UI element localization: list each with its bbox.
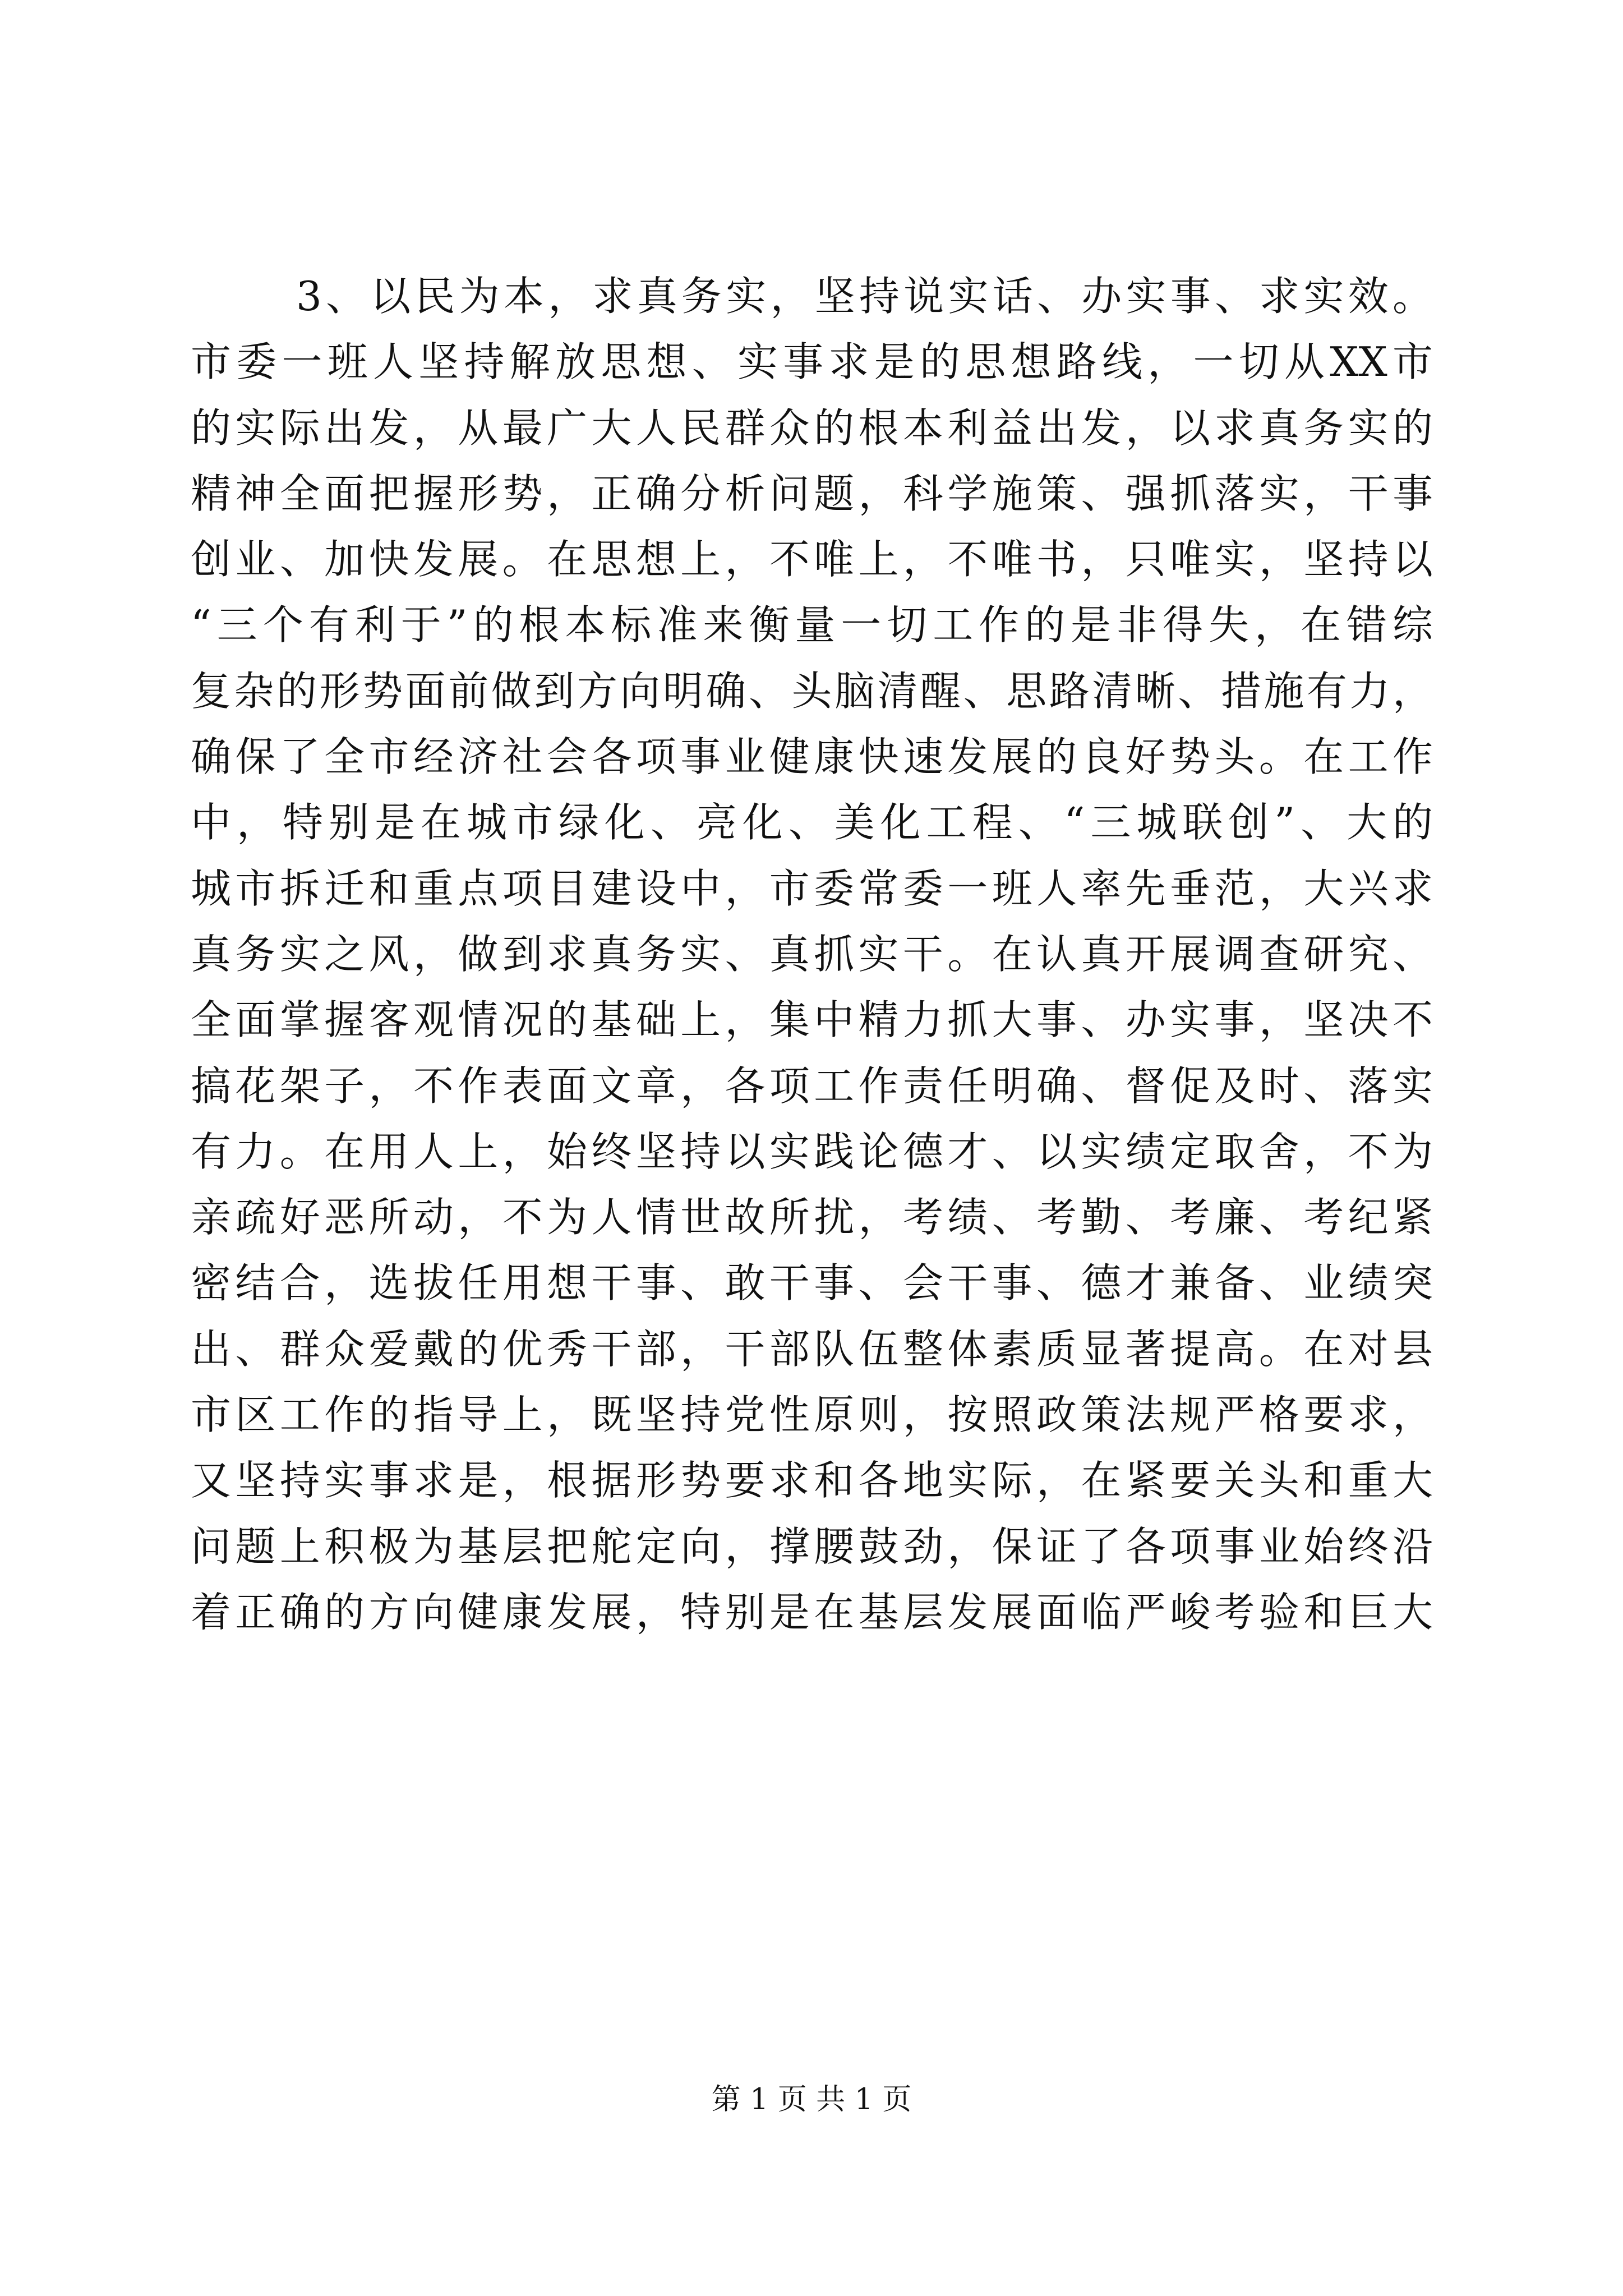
paragraph-line: 确保了全市经济社会各项事业健康快速发展的良好势头。在工作 [191,733,1433,781]
paragraph-line: 出、群众爱戴的优秀干部，干部队伍整体素质显著提高。在对县 [191,1325,1433,1373]
paragraph-line: 全面掌握客观情况的基础上，集中精力抓大事、办实事，坚决不 [191,996,1433,1044]
paragraph-line: 市委一班人坚持解放思想、实事求是的思想路线，一切从XX市 [191,338,1433,386]
paragraph-line: 有力。在用人上，始终坚持以实践论德才、以实绩定取舍，不为 [191,1128,1433,1175]
paragraph-line: 的实际出发，从最广大人民群众的根本利益出发，以求真务实的 [191,404,1433,452]
paragraph-line: 亲疏好恶所动，不为人情世故所扰，考绩、考勤、考廉、考纪紧 [191,1194,1433,1241]
paragraph-line: 精神全面把握形势，正确分析问题，科学施策、强抓落实，干事 [191,470,1433,517]
paragraph-line: 复杂的形势面前做到方向明确、头脑清醒、思路清晰、措施有力， [191,667,1433,715]
paragraph-line: 创业、加快发展。在思想上，不唯上，不唯书，只唯实，坚持以 [191,536,1433,583]
paragraph-line: “三个有利于”的根本标准来衡量一切工作的是非得失，在错综 [191,601,1433,649]
paragraph-line: 城市拆迁和重点项目建设中，市委常委一班人率先垂范，大兴求 [191,864,1433,912]
paragraph-line: 中，特别是在城市绿化、亮化、美化工程、“三城联创”、大的 [191,799,1433,846]
paragraph-line: 真务实之风，做到求真务实、真抓实干。在认真开展调查研究、 [191,930,1433,978]
page-number-footer: 第 1 页 共 1 页 [711,2083,912,2116]
paragraph-line: 搞花架子，不作表面文章，各项工作责任明确、督促及时、落实 [191,1062,1433,1110]
paragraph-line: 问题上积极为基层把舵定向，撑腰鼓劲，保证了各项事业始终沿 [191,1522,1433,1570]
paragraph-line: 着正确的方向健康发展，特别是在基层发展面临严峻考验和巨大 [191,1588,1433,1636]
paragraph-line: 3、以民为本，求真务实，坚持说实话、办实事、求实效。 [296,273,1433,320]
body-paragraph [191,264,1433,1645]
paragraph-line: 密结合，选拔任用想干事、敢干事、会干事、德才兼备、业绩突 [191,1259,1433,1307]
paragraph-line: 又坚持实事求是，根据形势要求和各地实际，在紧要关头和重大 [191,1457,1433,1504]
paragraph-line: 市区工作的指导上，既坚持党性原则，按照政策法规严格要求， [191,1391,1433,1439]
